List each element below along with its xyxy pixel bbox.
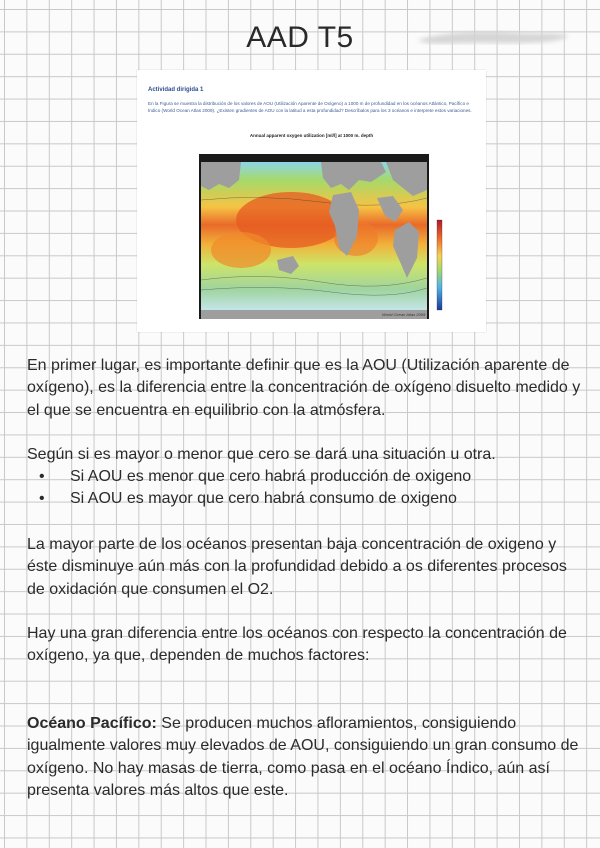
- figure-description: En la Figura se muestra la distribución de los valores de AOU (Utilización Aparente de Oxígeno) a 1000 m de profundidad en los océanos Atlántico, Pacífico e Índico (World Ocean Atlas 2009). ¿Existen gradientes de AOU con la latitud a esta profundidad? Descríbalos para los 3 océanos e interprete estos variaciones.: [148, 101, 472, 113]
- list-item-text: Si AOU es mayor que cero habrá consumo de oxigeno: [70, 490, 457, 508]
- pacific-label: Océano Pacífico:: [27, 715, 157, 732]
- page-title: AAD T5: [246, 21, 354, 54]
- pacific-text-block: [27, 713, 587, 803]
- intro-paragraph: [27, 355, 587, 422]
- intro-text: En primer lugar, es importante definir que es la AOU (Utilización aparente de oxígeno), es la diferencia entre la concentración de oxígeno disuelto medido y el que se encuentra en equilibrio con la atmósfera.: [27, 357, 581, 419]
- list-item-text: Si AOU es menor que cero habrá producción de oxigeno: [70, 468, 472, 485]
- condition-text: Según si es mayor o menor que cero se dará una situación u otra.: [27, 446, 496, 463]
- aou-bullet-list: [27, 466, 587, 511]
- list-item: [27, 488, 587, 510]
- map-credit: World Ocean Atlas 2009: [382, 312, 426, 317]
- oceans-paragraph: [27, 534, 587, 601]
- map-title: Annual apparent oxygen utilization [ml/l] at 1000 m. depth: [249, 133, 374, 138]
- differences-paragraph: [27, 623, 587, 668]
- aou-figure: [137, 70, 486, 332]
- differences-text: Hay una gran diferencia entre los océanos con respecto la concentración de oxígeno, ya que, dependen de muchos factores:: [27, 625, 567, 665]
- condition-paragraph: [27, 444, 587, 466]
- pacific-text: Se producen muchos afloramientos, consiguiendo igualmente valores muy elevados de AOU, consiguiendo un gran consumo de oxígeno. No hay masas de tierra, como pasa en el océano Índico, aún así presenta valores más altos que este.: [27, 715, 579, 800]
- figure-heading: Actividad dirigida 1: [148, 87, 204, 93]
- bullet-icon: •: [39, 490, 45, 508]
- oceans-text: La mayor parte de los océanos presentan baja concentración de oxigeno y éste disminuye aún más con la profundidad debido a os diferentes procesos de oxidación que consumen el O2.: [27, 536, 567, 598]
- list-item: [27, 466, 587, 488]
- aou-world-map: [181, 150, 451, 328]
- eraser-smudge: [412, 26, 572, 48]
- bullet-icon: •: [39, 468, 45, 485]
- pacific-paragraph: [27, 713, 587, 803]
